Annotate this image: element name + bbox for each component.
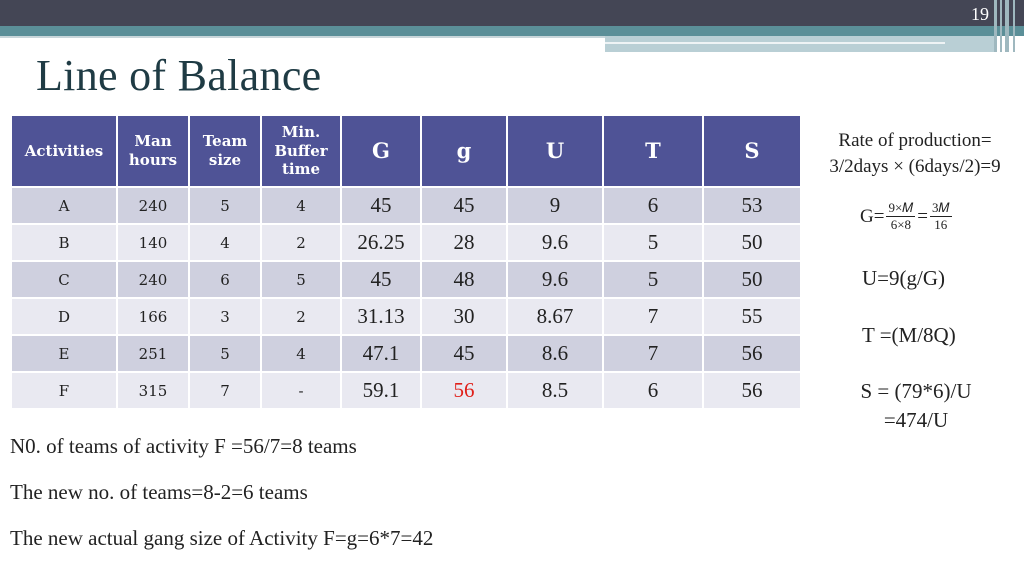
cell-T: 6 (603, 187, 703, 224)
fraction-2-denominator: 16 (934, 217, 948, 232)
cell-buffer-time: 2 (261, 224, 341, 261)
cell-G: 59.1 (341, 372, 421, 409)
cell-buffer-time: 5 (261, 261, 341, 298)
cell-S: 53 (703, 187, 801, 224)
accent-band-right (605, 36, 995, 52)
cell-team-size: 5 (189, 335, 261, 372)
cell-team-size: 4 (189, 224, 261, 261)
formula-G (860, 200, 954, 233)
cell-man-hours: 240 (117, 261, 189, 298)
formula-G-equals: = (917, 205, 928, 227)
cell-buffer-time: 4 (261, 335, 341, 372)
header-team-size: Team size (189, 115, 261, 187)
table-row (11, 224, 801, 261)
cell-team-size: 5 (189, 187, 261, 224)
table-row (11, 335, 801, 372)
cell-G: 45 (341, 187, 421, 224)
cell-G: 26.25 (341, 224, 421, 261)
cell-U: 8.6 (507, 335, 603, 372)
cell-T: 7 (603, 298, 703, 335)
cell-man-hours: 251 (117, 335, 189, 372)
fraction-1-denominator: 6×8 (890, 217, 912, 232)
table-header-row (11, 115, 801, 187)
header-buffer-time: Min. Buffer time (261, 115, 341, 187)
fraction-2-numerator: 3𝑀 (932, 200, 950, 215)
note-teams-activity-f: N0. of teams of activity F =56/7=8 teams (10, 434, 357, 458)
decor-line (1000, 0, 1002, 52)
cell-team-size: 6 (189, 261, 261, 298)
header-G: G (341, 115, 421, 187)
header-g: g (421, 115, 507, 187)
cell-buffer-time: - (261, 372, 341, 409)
cell-G: 47.1 (341, 335, 421, 372)
slide-title: Line of Balance (36, 51, 322, 100)
cell-T: 5 (603, 261, 703, 298)
cell-g: 48 (421, 261, 507, 298)
cell-man-hours: 315 (117, 372, 189, 409)
header-man-hours: Man hours (117, 115, 189, 187)
fraction-1 (886, 200, 915, 233)
fraction-1-numerator: 9×𝑀 (888, 200, 914, 215)
cell-activity: D (11, 298, 117, 335)
decor-line (1005, 0, 1009, 52)
accent-highlight-line (605, 42, 945, 44)
cell-G: 45 (341, 261, 421, 298)
header-T: T (603, 115, 703, 187)
cell-activity: A (11, 187, 117, 224)
rate-line-2: 3/2days × (6days/2)=9 (829, 156, 1001, 177)
cell-team-size: 3 (189, 298, 261, 335)
cell-buffer-time: 4 (261, 187, 341, 224)
cell-activity: F (11, 372, 117, 409)
cell-activity: C (11, 261, 117, 298)
formula-G-prefix: G= (860, 205, 885, 227)
cell-S: 55 (703, 298, 801, 335)
note-new-gang-size: The new actual gang size of Activity F=g=6*7=42 (10, 526, 434, 550)
rate-line-1: Rate of production= (838, 130, 992, 151)
cell-team-size: 7 (189, 372, 261, 409)
top-bar (0, 0, 1024, 26)
formula-S (826, 377, 1006, 435)
fraction-2 (930, 200, 952, 233)
table-row (11, 372, 801, 409)
cell-g: 45 (421, 187, 507, 224)
cell-g: 45 (421, 335, 507, 372)
rate-of-production (806, 128, 1024, 180)
cell-U: 9.6 (507, 224, 603, 261)
header-S: S (703, 115, 801, 187)
cell-S: 50 (703, 261, 801, 298)
cell-man-hours: 140 (117, 224, 189, 261)
accent-band (0, 26, 1024, 36)
formula-S-line-1: S = (79*6)/U (860, 379, 972, 403)
cell-T: 5 (603, 224, 703, 261)
header-activities: Activities (11, 115, 117, 187)
cell-U: 9.6 (507, 261, 603, 298)
cell-T: 7 (603, 335, 703, 372)
table-row (11, 298, 801, 335)
accent-thin-line (0, 36, 605, 38)
cell-g-highlighted: 56 (421, 372, 507, 409)
cell-S: 50 (703, 224, 801, 261)
cell-g: 30 (421, 298, 507, 335)
decor-line (1013, 0, 1015, 52)
cell-U: 8.67 (507, 298, 603, 335)
cell-G: 31.13 (341, 298, 421, 335)
formula-S-line-2: =474/U (883, 408, 949, 432)
cell-buffer-time: 2 (261, 298, 341, 335)
cell-U: 8.5 (507, 372, 603, 409)
formula-U: U=9(g/G) (862, 266, 945, 290)
note-new-teams: The new no. of teams=8-2=6 teams (10, 480, 308, 504)
cell-g: 28 (421, 224, 507, 261)
cell-man-hours: 240 (117, 187, 189, 224)
slide-number: 19 (971, 4, 989, 24)
table-row (11, 261, 801, 298)
header-U: U (507, 115, 603, 187)
cell-activity: B (11, 224, 117, 261)
cell-activity: E (11, 335, 117, 372)
cell-S: 56 (703, 335, 801, 372)
table-row (11, 187, 801, 224)
cell-man-hours: 166 (117, 298, 189, 335)
lob-table (10, 114, 802, 410)
cell-T: 6 (603, 372, 703, 409)
cell-U: 9 (507, 187, 603, 224)
formula-T: T =(M/8Q) (862, 323, 956, 347)
cell-S: 56 (703, 372, 801, 409)
